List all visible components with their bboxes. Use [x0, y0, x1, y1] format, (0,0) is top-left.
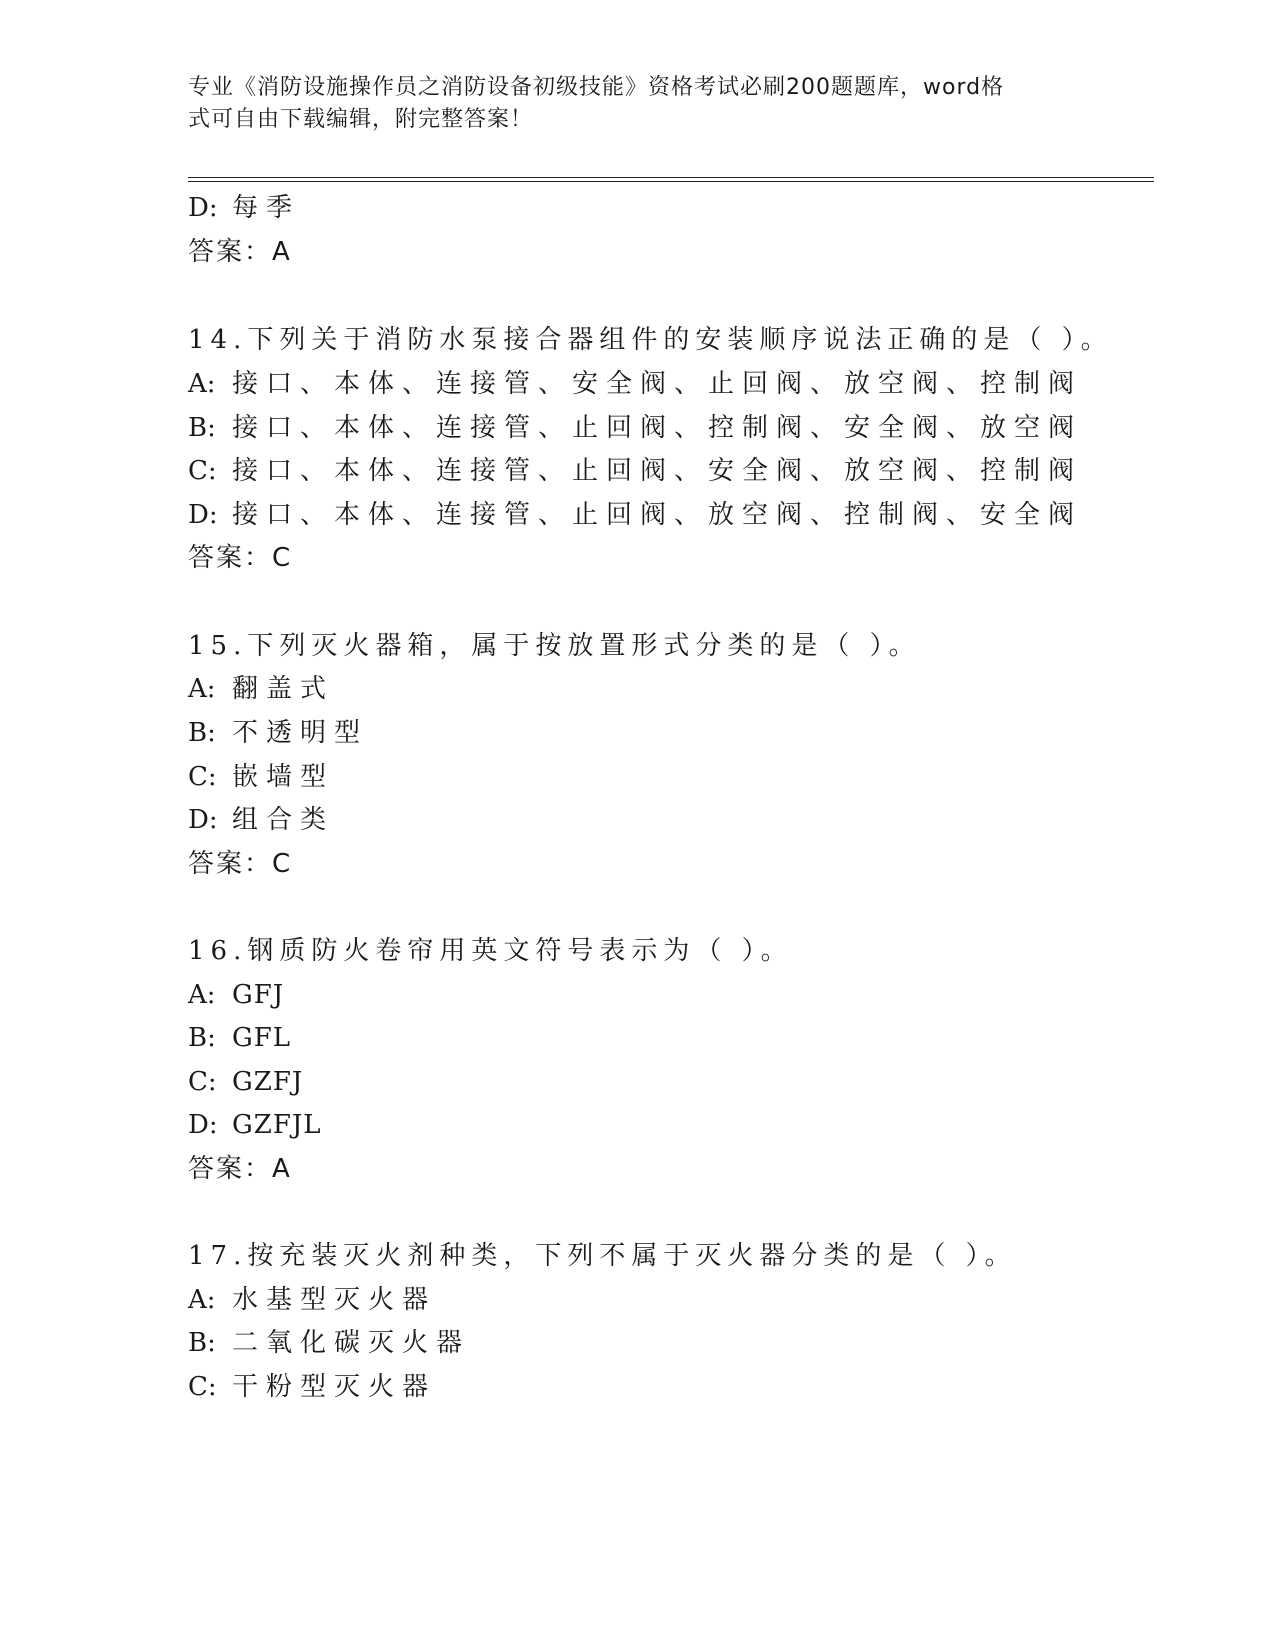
option-letter: A: — [188, 980, 216, 1010]
option-letter: D: — [188, 500, 218, 530]
option-text: 接口、本体、连接管、止回阀、控制阀、安全阀、放空阀 — [232, 413, 1083, 443]
option-text: 接口、本体、连接管、止回阀、安全阀、放空阀、控制阀 — [232, 456, 1083, 486]
option-text: 水基型灭火器 — [232, 1285, 437, 1315]
document-header — [188, 72, 1088, 136]
header-divider-top — [188, 177, 1154, 178]
header-divider-bottom — [188, 181, 1154, 182]
option-letter: A: — [188, 674, 216, 704]
question-16-option-d — [188, 1109, 322, 1141]
option-text: 干粉型灭火器 — [232, 1372, 437, 1402]
question-14-option-c — [188, 455, 1082, 487]
question-16-option-b — [188, 1022, 291, 1054]
option-letter: D: — [188, 1110, 218, 1140]
option-letter: D: — [188, 805, 218, 835]
option-text: 二氧化碳灭火器 — [232, 1328, 471, 1358]
option-text: 接口、本体、连接管、安全阀、止回阀、放空阀、控制阀 — [232, 369, 1083, 399]
question-14-option-d — [188, 499, 1082, 531]
option-text: 嵌墙型 — [232, 762, 335, 792]
question-15-answer: 答案：C — [188, 849, 293, 879]
option-text: 翻盖式 — [232, 674, 335, 704]
question-15-option-d — [188, 804, 334, 836]
question-17-option-a — [188, 1284, 436, 1316]
option-letter: A: — [188, 1285, 216, 1315]
question-16-stem: 16.钢质防火卷帘用英文符号表示为（ ）。 — [188, 936, 793, 966]
option-text: GZFJ — [232, 1067, 304, 1097]
option-letter: B: — [188, 718, 216, 748]
question-17-option-b — [188, 1327, 470, 1359]
question-14-option-a — [188, 368, 1082, 400]
question-17-option-c — [188, 1371, 436, 1403]
question-16-option-c — [188, 1066, 303, 1098]
prev-option-d — [188, 192, 300, 224]
header-line-1: 专业《消防设施操作员之消防设备初级技能》资格考试必刷200题题库，word格 — [188, 75, 1005, 100]
question-15-stem: 15.下列灭火器箱，属于按放置形式分类的是（ ）。 — [188, 631, 921, 661]
option-text: 每季 — [232, 193, 301, 223]
question-15-option-b — [188, 717, 368, 749]
question-14-option-b — [188, 412, 1082, 444]
option-letter: B: — [188, 1328, 216, 1358]
option-letter: A: — [188, 369, 216, 399]
question-17-stem: 17.按充装灭火剂种类，下列不属于灭火器分类的是（ ）。 — [188, 1241, 1017, 1271]
question-14-answer: 答案：C — [188, 543, 293, 573]
question-16-answer: 答案：A — [188, 1154, 292, 1184]
question-15-option-a — [188, 673, 334, 705]
question-15-option-c — [188, 761, 334, 793]
option-letter: C: — [188, 762, 217, 792]
option-text: 不透明型 — [232, 718, 369, 748]
option-text: GFL — [232, 1023, 292, 1053]
option-letter: B: — [188, 413, 216, 443]
option-letter: D: — [188, 193, 218, 223]
header-line-2: 式可自由下载编辑，附完整答案！ — [188, 107, 534, 132]
option-text: GZFJL — [232, 1110, 322, 1140]
question-14-stem: 14.下列关于消防水泵接合器组件的安装顺序说法正确的是（ ）。 — [188, 325, 1113, 355]
option-letter: C: — [188, 1372, 217, 1402]
prev-answer: 答案：A — [188, 237, 292, 267]
option-letter: C: — [188, 1067, 217, 1097]
option-letter: C: — [188, 456, 217, 486]
option-letter: B: — [188, 1023, 216, 1053]
question-16-option-a — [188, 979, 284, 1011]
option-text: 接口、本体、连接管、止回阀、放空阀、控制阀、安全阀 — [232, 500, 1083, 530]
option-text: 组合类 — [232, 805, 335, 835]
option-text: GFJ — [232, 980, 285, 1010]
